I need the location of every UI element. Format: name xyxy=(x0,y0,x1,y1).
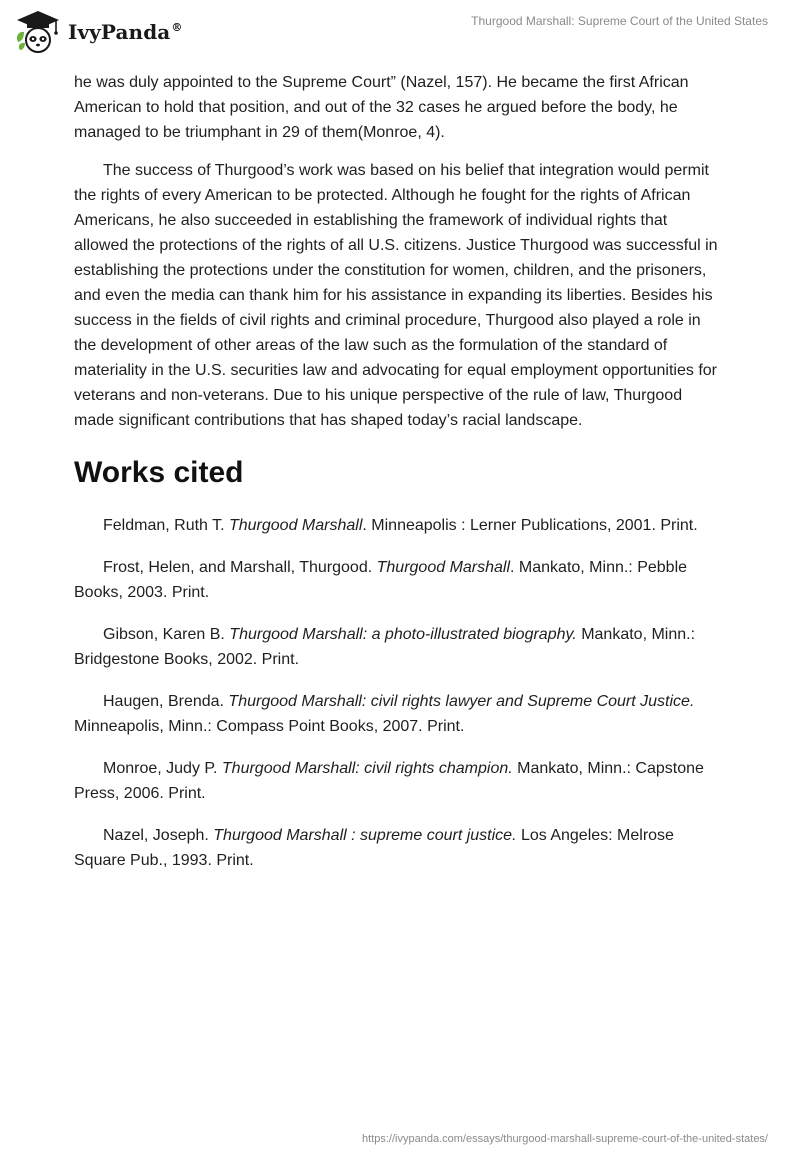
works-cited-heading: Works cited xyxy=(74,456,244,489)
citation-entry: Feldman, Ruth T. Thurgood Marshall. Minneapolis : Lerner Publications, 2001. Print. xyxy=(103,517,698,534)
citation-entry: Gibson, Karen B. Thurgood Marshall: a photo-illustrated biography. Mankato, Minn.: Bridgestone Books, 2002. Print. xyxy=(74,626,696,668)
body-paragraph: The success of Thurgood’s work was based on his belief that integration would permit the rights of every American to be protected. Although he fought for the rights of African Americans, he also succeeded in establishing the framework of individual rights that allowed the protections of the rights of all U.S. citizens. Justice Thurgood was successful in establishing the protections under the constitution for women, children, and the prisoners, and even the media can thank him for his assistance in expanding its liberties. Besides his success in the fields of civil rights and criminal procedure, Thurgood also played a role in the development of other areas of the law such as the formulation of the standard of materiality in the U.S. securities law and advocating for equal employment opportunities for veterans and non-veterans. Due to his unique perspective of the rule of law, Thurgood made significant contributions that has shaped today’s racial landscape. xyxy=(74,162,718,429)
brand-name: IvyPanda® xyxy=(68,20,183,44)
page-header xyxy=(0,0,800,64)
citation-entry: Haugen, Brenda. Thurgood Marshall: civil rights lawyer and Supreme Court Justice. Minneapolis, Minn.: Compass Point Books, 2007. Print. xyxy=(74,693,695,735)
ivypanda-logo[interactable] xyxy=(14,8,182,56)
panda-graduate-icon xyxy=(14,8,62,56)
body-paragraph: he was duly appointed to the Supreme Court” (Nazel, 157). He became the first African American to hold that position, and out of the 32 cases he argued before the body, he managed to be triumphant in 29 of them(Monroe, 4). xyxy=(74,74,689,141)
citation-entry: Nazel, Joseph. Thurgood Marshall : supreme court justice. Los Angeles: Melrose Square Pub., 1993. Print. xyxy=(74,827,674,869)
document-title: Thurgood Marshall: Supreme Court of the United States xyxy=(471,14,768,28)
source-url-link[interactable]: https://ivypanda.com/essays/thurgood-marshall-supreme-court-of-the-united-states/ xyxy=(362,1133,768,1145)
works-cited-list xyxy=(74,513,724,873)
citation-entry: Monroe, Judy P. Thurgood Marshall: civil rights champion. Mankato, Minn.: Capstone Press, 2006. Print. xyxy=(74,760,704,802)
essay-content xyxy=(74,70,724,890)
citation-entry: Frost, Helen, and Marshall, Thurgood. Thurgood Marshall. Mankato, Minn.: Pebble Books, 2003. Print. xyxy=(74,559,688,601)
